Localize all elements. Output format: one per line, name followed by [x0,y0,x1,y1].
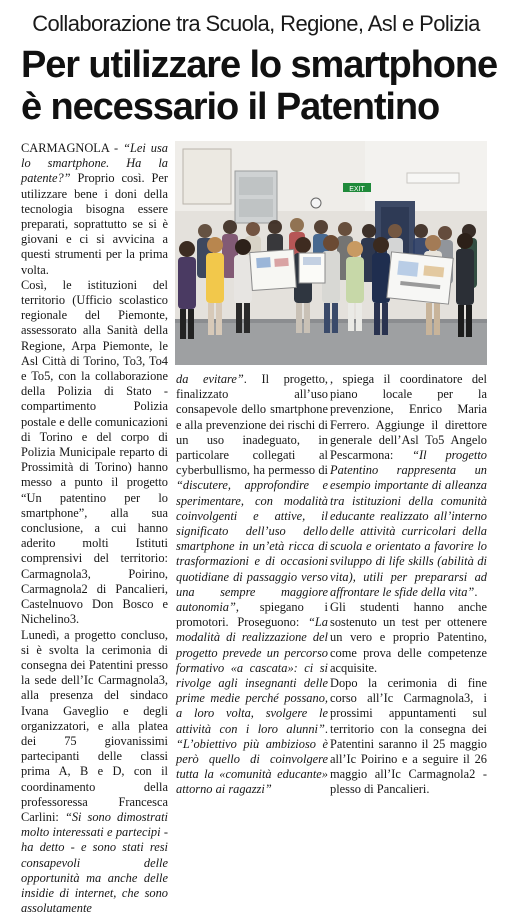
exit-sign-text: EXIT [349,186,365,193]
article-kicker: Collaborazione tra Scuola, Regione, Asl e Polizia [21,11,491,37]
article-column-1 [21,141,168,916]
ceremony-text: Lunedì, a progetto concluso, si è svolta la cerimonia di consegna dei Patentini presso la sede dell’Ic Carmagnola3, alla presenza del sindaco Ivana Gaveglio e degli organizzatori, e alla platea dei 75 giovanissimi partecipanti delle classi prima A, B e D, con il coordinamento della professoressa Francesca Carlini: [21,628,168,824]
paragraph-institutions: Così, le istituzioni del territorio (Ufficio scolastico regionale del Piemonte, assessorato alla Sanità della Regione, Arpa Piemonte, le Asl Città di Torino, To3, To4 e To5, con la collaborazione della Polizia di Stato - compartimento Polizia postale e delle comunicazioni di Torino e del corpo di Polizia Municipale reparto di Prossimità di Torino) hanno messo a punto il progetto “Un patentino per lo smartphone”, alla sua conclusione, a cui hanno aderito molti Istituti comprensivi del territorio: Carmagnola3, Poirino, Carmagnola2 di Pancalieri, Castelnuovo Don Bosco e Nichelino3. [21,278,168,628]
quote-director: “Il progetto Patentino rappresenta un esempio importante di alleanza tra istituzioni della comunità educante realizzato all’interno delle attività curricolari della scuola e orientato a favorire lo sviluppo di life skills (abilità di vita), utili per prepararsi ad affrontare le sfide della vita” [330,448,487,599]
quote-avoid: da evitare” [176,372,244,386]
paragraph-project-continued [330,372,487,600]
coordinator-text: , spiega il coordinatore del piano locale per la prevenzione, Enrico Maria Ferrero. Aggiunge il direttore generale dell’Asl To5 Angelo Pescarmona: [330,372,487,462]
promoters-text: , spiegano i promotori. Proseguono: [176,600,328,629]
article-column-2 [176,372,328,798]
intro-quote: “Lei usa lo smartphone. Ha la patente?” [21,141,168,185]
headline-line-1: Per utilizzare lo smartphone [21,44,491,86]
paragraph-intro [21,141,168,278]
article-headline [21,44,491,128]
dateline: CARMAGNOLA - [21,141,123,155]
ceremony-quote: “Si sono dimostrati molto interessati e partecipi - ha detto - e sono stati resi consapevoli delle opportunità ma anche delle insidie di internet, che sono assolutamente [21,810,168,915]
paragraph-test: Gli studenti hanno anche sostenuto un test per ottenere un vero e proprio Patentino, come prova delle competenze acquisite. [330,600,487,676]
students-photo-illustration [175,141,487,365]
final-period: . [474,585,477,599]
article-photo [175,141,487,365]
intro-text: Proprio così. Per utilizzare bene i doni della tecnologia bisogna essere preparati, soprattutto se si è giovani e ci si avvicina a questi strumenti per la prima volta. [21,171,168,276]
headline-line-2: è necessario il Patentino [21,86,491,128]
paragraph-ceremony-start [21,628,168,916]
quote-community: “L’obiettivo più ambizioso è però quello di coinvolgere tutta la «comunità educante» attorno ai ragazzi” [176,737,328,797]
article-column-3 [330,372,487,798]
paragraph-project [176,372,328,798]
paragraph-next-dates: Dopo la cerimonia di fine corso all’Ic Carmagnola3, i prossimi appuntamenti sul territorio con la consegna dei Patentini saranno il 25 maggio all’Ic Poirino e a seguire il 26 maggio all’Ic Carmagnola2 - plesso di Pancalieri. [330,676,487,798]
quote-cascade: “La modalità di realizzazione del progetto prevede un percorso formativo «a cascata»: ci si rivolge agli insegnanti delle prime medie perché possano, a loro volta, svolgere le attività con i loro alunni” [176,615,328,735]
separator-text: . [325,722,328,736]
quote-discuss: “discutere, approfondire e sperimentare, con modalità coinvolgenti e attive, il significato dell’uso dello smartphone in un’età ricca di trasformazioni e di occasioni quotidiane di passaggio verso una sempre maggiore autonomia” [176,478,328,614]
project-text: . Il progetto, finalizzato all’uso consapevole dello smartphone e alla prevenzione dei rischi di un uso inadeguato, in particolare collegati al cyberbullismo, ha permesso di [176,372,328,477]
